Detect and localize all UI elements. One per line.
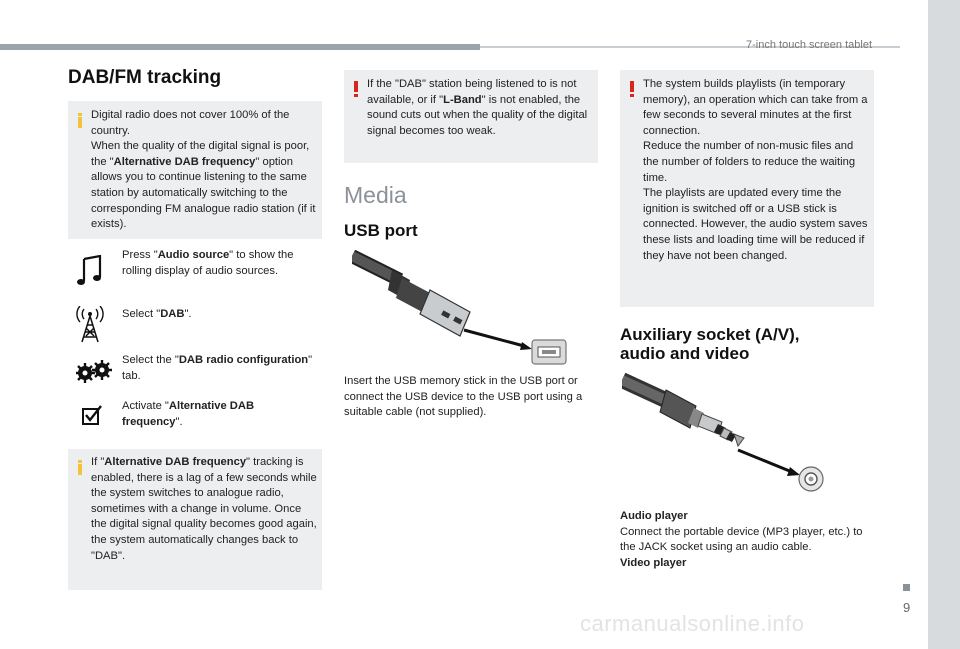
watermark: carmanualsonline.info bbox=[580, 611, 805, 636]
gears-icon bbox=[76, 360, 112, 384]
step-select-dab: Select "DAB". bbox=[122, 308, 192, 320]
step-dab-configuration: Select the "DAB radio configuration" tab. bbox=[122, 354, 313, 382]
warning-icon bbox=[630, 81, 634, 97]
info-icon bbox=[78, 113, 82, 128]
media-section-title: Media bbox=[344, 182, 407, 208]
info-note-box bbox=[68, 101, 322, 239]
warning-1-text: If the "DAB" station being listened to is not available, or if "L-Band" is not enabled, the sound cuts out when the quality of the digital signal becomes too weak. bbox=[367, 78, 588, 137]
checkbox-icon bbox=[81, 404, 103, 426]
usb-plug-illustration bbox=[352, 250, 572, 368]
running-title: 7-inch touch screen tablet bbox=[746, 39, 872, 51]
step-audio-source: Press "Audio source" to show the rolling display of audio sources. bbox=[122, 249, 294, 277]
aux-text bbox=[620, 509, 880, 571]
warning-box-1 bbox=[344, 70, 598, 163]
header-rule-dark bbox=[0, 44, 480, 50]
warning-icon bbox=[354, 81, 358, 97]
video-player-label: Video player bbox=[620, 556, 687, 569]
antenna-icon bbox=[76, 306, 104, 344]
usb-port-title: USB port bbox=[344, 221, 418, 240]
page-marker bbox=[903, 584, 910, 591]
info-note-2-text: If "Alternative DAB frequency" tracking is enabled, there is a lag of a few seconds while the system switches to analogue radio, sometimes with a change in volume. Once the digital signal quality becomes good again, the system automatically changes back to "DAB". bbox=[91, 456, 317, 562]
info-note-box-2 bbox=[68, 449, 322, 590]
music-note-icon bbox=[76, 255, 104, 287]
info-icon bbox=[78, 460, 82, 475]
dab-section-title: DAB/FM tracking bbox=[68, 67, 222, 88]
audio-player-text: Connect the portable device (MP3 player, etc.) to the JACK socket using an audio cable. bbox=[620, 525, 863, 554]
step-activate-alt-frequency: Activate "Alternative DAB frequency". bbox=[122, 400, 255, 428]
page-edge-strip bbox=[928, 0, 960, 649]
page-number: 9 bbox=[903, 600, 911, 615]
jack-plug-illustration bbox=[622, 372, 832, 494]
usb-instruction-text: Insert the USB memory stick in the USB port or connect the USB device to the USB port using a suitable cable (not supplied). bbox=[344, 375, 583, 419]
aux-title-line-2: audio and video bbox=[620, 344, 750, 363]
info-note-text: Digital radio does not cover 100% of the country. When the quality of the digital signal is poor, the "Alternative DAB frequency" option allows you to continue listening to the same station by automatically switching to the corresponding FM analogue radio station (if it exists). bbox=[91, 109, 316, 231]
aux-title-line-1: Auxiliary socket (A/V), bbox=[620, 325, 800, 344]
warning-box-2 bbox=[620, 70, 874, 307]
warning-2-text: The system builds playlists (in temporary memory), an operation which can take from a few seconds to several minutes at the first connection. Reduce the number of non-music files and the number of folders to reduce the waiting time. The playlists are updated every time the ignition is switched off or a USB stick is connected. However, the audio system saves these lists and loading time will be reduced if they have not been changed. bbox=[643, 78, 868, 262]
audio-player-label: Audio player bbox=[620, 510, 688, 522]
